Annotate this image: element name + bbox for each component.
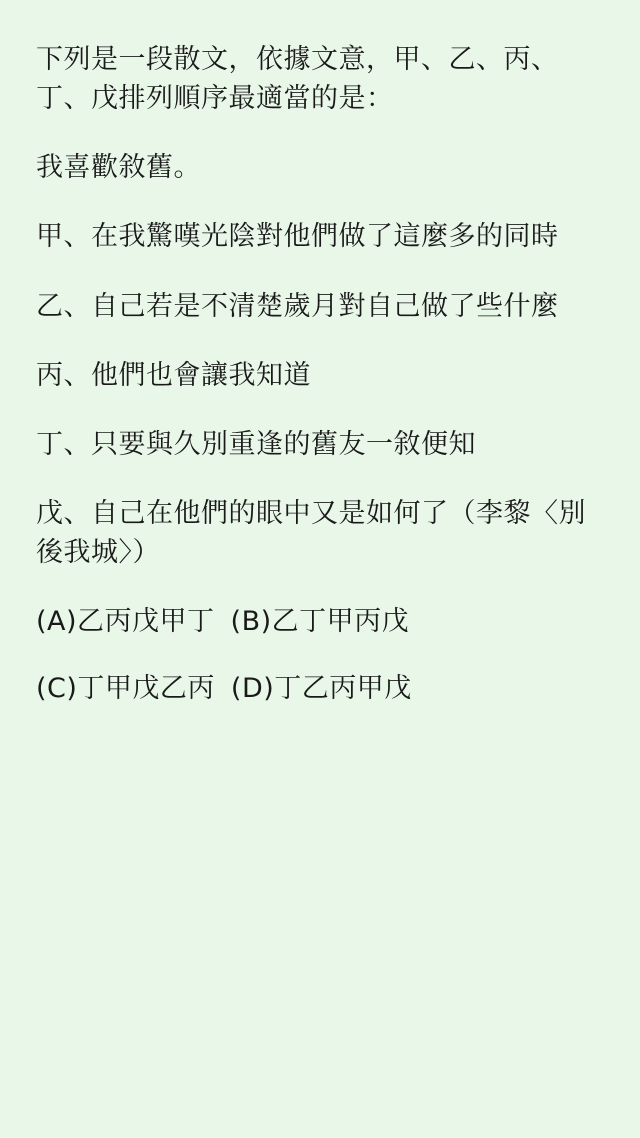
choice-d-text: 丁乙丙甲戊 — [274, 673, 412, 705]
choice-d[interactable] — [231, 673, 412, 704]
choice-b-text: 乙丁甲丙戊 — [271, 606, 410, 638]
choice-b[interactable] — [231, 606, 410, 637]
passage-item-wu: 戊、自己在他們的眼中又是如何了（李黎〈別後我城〉） — [36, 497, 586, 569]
choice-a-text: 乙丙戊甲丁 — [77, 606, 215, 638]
choice-c-label: (C) — [36, 673, 78, 705]
passage-intro: 我喜歡敘舊。 — [36, 152, 201, 184]
choice-a[interactable] — [36, 606, 215, 637]
choices-row-2 — [36, 669, 604, 708]
question-stem: 下列是一段散文，依據文意，甲、乙、丙、丁、戊排列順序最適當的是： — [36, 44, 559, 115]
passage-item-yi: 乙、自己若是不清楚歲月對自己做了些什麼 — [36, 290, 559, 322]
passage-item-bing: 丙、他們也會讓我知道 — [36, 359, 311, 391]
choice-d-label: (D) — [230, 673, 275, 705]
passage-item-jia: 甲、在我驚嘆光陰對他們做了這麼多的同時 — [36, 221, 559, 253]
choice-c-text: 丁甲戊乙丙 — [77, 673, 215, 705]
choices-row-1 — [36, 602, 604, 641]
choice-b-label: (B) — [230, 606, 272, 638]
passage-item-ding: 丁、只要與久別重逢的舊友一敘便知 — [36, 428, 476, 460]
choice-c[interactable] — [36, 673, 215, 704]
choice-a-label: (A) — [36, 606, 78, 638]
